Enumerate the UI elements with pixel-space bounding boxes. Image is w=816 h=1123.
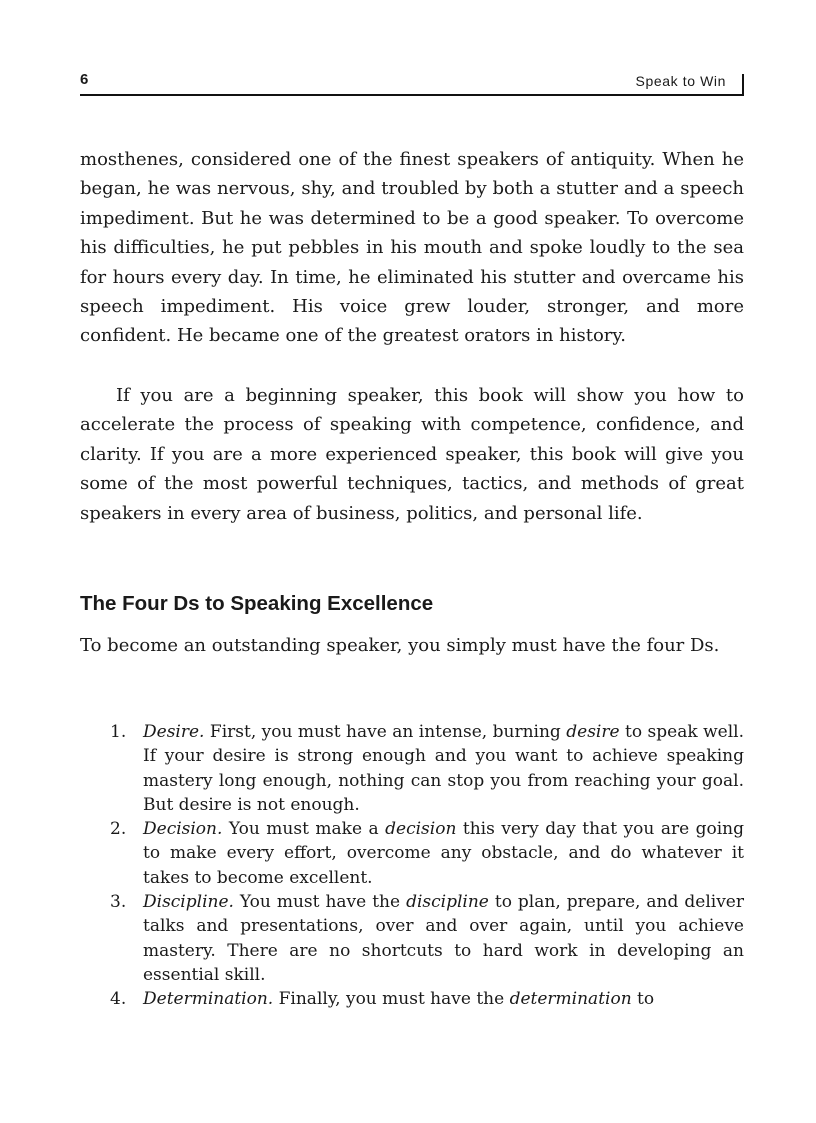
list-item-emphasis: desire xyxy=(566,722,620,742)
list-item-text: You must make a xyxy=(222,819,386,840)
list-item-text: First, you must have an intense, burning xyxy=(204,722,567,742)
list-item-term: Discipline. xyxy=(143,892,234,913)
list-item-number: 4. xyxy=(110,989,127,1010)
list-item-number: 1. xyxy=(110,722,127,742)
section-heading: The Four Ds to Speaking Excellence xyxy=(80,592,434,615)
section-intro: To become an outstanding speaker, you simply must have the four Ds. xyxy=(80,635,720,656)
list-item-term: Determination. xyxy=(143,989,274,1010)
running-title: Speak to Win xyxy=(635,73,726,89)
list-item-text: You must have the xyxy=(233,892,407,913)
page-number: 6 xyxy=(80,71,89,88)
list-item-number: 2. xyxy=(110,819,127,840)
list-item-emphasis: decision xyxy=(385,819,457,840)
list-item xyxy=(110,720,744,817)
list-item-number: 3. xyxy=(110,892,127,913)
list-item-text: to speak well. If your desire is strong enough and you want to achieve speaking mastery long enough, nothing can stop you from reaching your goal. But desire is not enough. xyxy=(143,722,744,815)
list-item-emphasis: discipline xyxy=(406,892,489,913)
paragraph-demosthenes: mosthenes, considered one of the finest speakers of antiquity. When he began, he was nervous, shy, and troubled by both a stutter and a speech impediment. But he was determined to be a good speaker. To overcome his difficulties, he put pebbles in his mouth and spoke loudly to the sea for hours every day. In time, he eliminated his stutter and overcame his speech impediment. His voice grew louder, stronger, and more confident. He became one of the greatest orators in history. xyxy=(80,149,744,347)
running-header xyxy=(80,70,744,96)
list-item-text: this very day that you are going to make every effort, overcome any obstacle, and do whatever it takes to become excellent. xyxy=(143,819,745,888)
four-ds-list xyxy=(110,720,744,1012)
header-tick-mark xyxy=(742,74,744,94)
list-item xyxy=(110,817,744,890)
list-item-text: to xyxy=(631,989,655,1010)
paragraph-book-purpose: If you are a beginning speaker, this book will show you how to accelerate the process of speaking with competence, confidence, and clarity. If you are a more experienced speaker, this book will give you some of the most powerful techniques, tactics, and methods of great speakers in every area of business, politics, and personal life. xyxy=(80,385,744,524)
list-item xyxy=(110,987,744,1011)
list-item-term: Desire. xyxy=(143,722,205,742)
list-item-term: Decision. xyxy=(143,819,223,840)
list-item-text: to plan, prepare, and deliver talks and presentations, over and over again, until you achieve mastery. There are no shortcuts to hard work in developing an essential skill. xyxy=(143,892,744,985)
list-item-emphasis: determination xyxy=(509,989,632,1010)
list-item xyxy=(110,890,744,987)
list-item-text: Finally, you must have the xyxy=(273,989,510,1010)
